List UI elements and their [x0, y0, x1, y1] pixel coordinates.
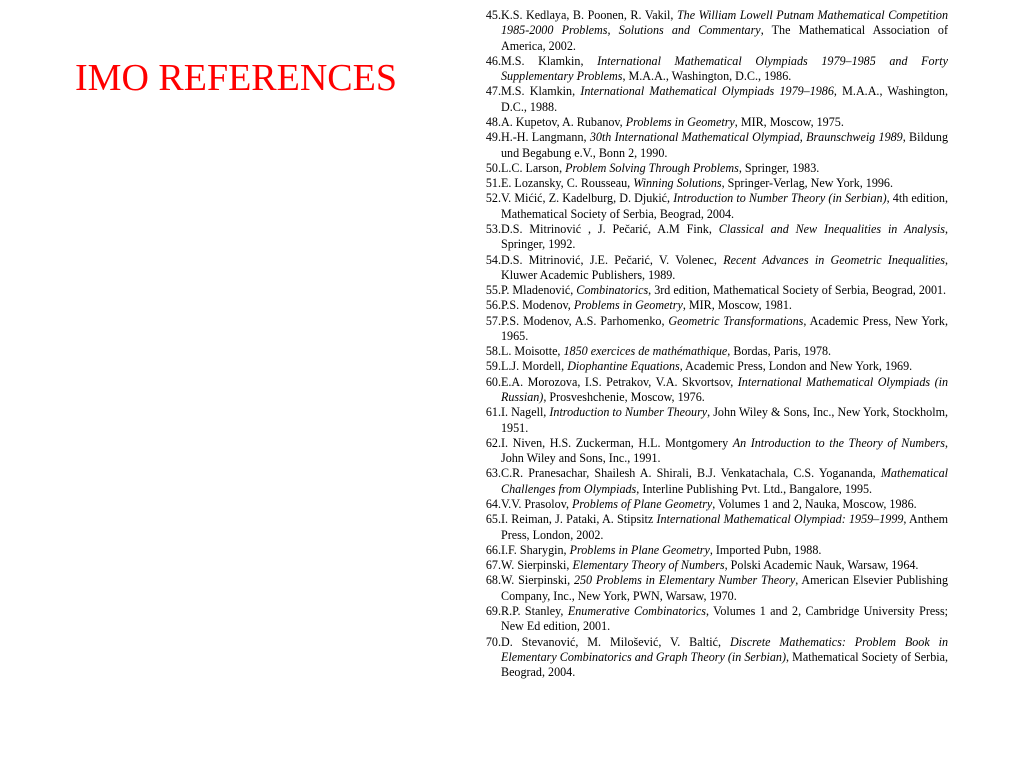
- reference-publisher: , Bildung und Begabung e.V., Bonn 2, 1990.: [501, 130, 948, 160]
- reference-authors: V. Mićić, Z. Kadelburg, D. Djukić,: [501, 191, 674, 206]
- reference-publisher: , 3rd edition, Mathematical Society of Serbia, Beograd, 2001.: [648, 283, 947, 298]
- reference-item: [472, 8, 948, 54]
- reference-authors: I. Niven, H.S. Zuckerman, H.L. Montgomery: [501, 435, 733, 450]
- reference-text: [501, 497, 948, 512]
- reference-publisher: , Academic Press, New York, 1965.: [501, 313, 948, 343]
- reference-authors: P.S. Modenov,: [501, 298, 574, 313]
- reference-work-title: Problems in Plane Geometry: [569, 542, 710, 557]
- reference-work-title: Problem Solving Through Problems: [565, 160, 739, 175]
- reference-number: 46.: [485, 53, 501, 68]
- reference-item: [472, 466, 948, 497]
- reference-item: [472, 344, 948, 359]
- reference-number: 67.: [485, 558, 501, 573]
- reference-publisher: , John Wiley and Sons, Inc., 1991.: [501, 435, 948, 466]
- reference-publisher: , MIR, Moscow, 1981.: [682, 298, 792, 313]
- reference-number: 60.: [485, 374, 501, 389]
- reference-publisher: , M.A.A., Washington, D.C., 1988.: [501, 84, 949, 114]
- reference-number: 45.: [485, 8, 501, 22]
- reference-item: [472, 283, 948, 298]
- reference-item: [472, 222, 948, 253]
- reference-text: [501, 161, 948, 176]
- reference-number: 58.: [485, 344, 501, 359]
- reference-authors: I. Reiman, J. Pataki, A. Stipsitz: [501, 512, 657, 527]
- reference-number: 64.: [485, 497, 501, 511]
- reference-publisher: , Volumes 1 and 2, Cambridge University Press; New Ed edition, 2001.: [501, 603, 949, 634]
- reference-text: [501, 314, 948, 345]
- reference-number: 57.: [485, 313, 501, 328]
- reference-publisher: , Bordas, Paris, 1978.: [727, 344, 832, 359]
- reference-item: [472, 635, 948, 681]
- reference-text: [501, 436, 948, 467]
- reference-text: [501, 543, 948, 558]
- reference-item: [472, 130, 948, 161]
- reference-publisher: , Academic Press, London and New York, 1969.: [679, 359, 913, 374]
- reference-publisher: , Mathematical Society of Serbia, Beograd, 2004.: [501, 649, 948, 680]
- reference-work-title: The William Lowell Putnam Mathematical Competition 1985-2000 Problems, Solutions and Commentary: [501, 8, 948, 38]
- reference-text: [501, 253, 948, 284]
- reference-publisher: , John Wiley & Sons, Inc., New York, Stockholm, 1951.: [501, 405, 949, 435]
- reference-publisher: , Kluwer Academic Publishers, 1989.: [501, 252, 948, 282]
- reference-item: [472, 359, 948, 374]
- reference-work-title: International Mathematical Olympiads (in Russian): [501, 374, 948, 405]
- reference-item: [472, 497, 948, 512]
- reference-text: [501, 573, 948, 604]
- reference-publisher: , Prosveshchenie, Moscow, 1976.: [543, 390, 705, 405]
- reference-work-title: 1850 exercices de mathémathique: [563, 344, 728, 359]
- reference-text: [501, 84, 948, 115]
- reference-authors: R.P. Stanley,: [501, 603, 568, 618]
- reference-authors: I. Nagell,: [501, 405, 550, 420]
- reference-work-title: Geometric Transformations: [668, 313, 804, 328]
- reference-number: 61.: [485, 405, 501, 420]
- reference-publisher: , American Elsevier Publishing Company, Inc., New York, PWN, Warsaw, 1970.: [501, 573, 948, 603]
- reference-item: [472, 176, 948, 191]
- reference-authors: E. Lozansky, C. Rousseau,: [501, 176, 634, 191]
- reference-item: [472, 436, 948, 467]
- reference-authors: L. Moisotte,: [501, 344, 564, 359]
- reference-text: [501, 359, 948, 374]
- reference-authors: D. Stevanović, M. Milošević, V. Baltić,: [501, 634, 730, 649]
- reference-publisher: , MIR, Moscow, 1975.: [734, 114, 844, 129]
- reference-number: 50.: [485, 160, 501, 175]
- reference-text: [501, 191, 948, 222]
- slide-title: IMO REFERENCES: [75, 57, 397, 99]
- reference-number: 69.: [485, 603, 501, 618]
- reference-text: [501, 405, 948, 436]
- reference-item: [472, 558, 948, 573]
- reference-text: [501, 558, 948, 573]
- reference-authors: D.S. Mitrinović, J.E. Pečarić, V. Volenec,: [501, 252, 724, 267]
- reference-work-title: Problems in Geometry: [573, 298, 683, 313]
- reference-number: 56.: [485, 298, 501, 313]
- reference-item: [472, 84, 948, 115]
- reference-number: 52.: [485, 191, 501, 206]
- reference-text: [501, 344, 948, 359]
- reference-item: [472, 573, 948, 604]
- reference-authors: I.F. Sharygin,: [501, 542, 570, 557]
- reference-publisher: , Anthem Press, London, 2002.: [501, 512, 948, 542]
- reference-number: 63.: [485, 466, 501, 481]
- reference-work-title: Discrete Mathematics: Problem Book in Elementary Combinatorics and Graph Theory (in Serbian): [501, 634, 948, 664]
- reference-publisher: , Imported Pubn, 1988.: [709, 542, 822, 557]
- reference-publisher: , Springer-Verlag, New York, 1996.: [721, 176, 893, 191]
- reference-publisher: , The Mathematical Association of America, 2002.: [501, 23, 948, 53]
- reference-work-title: 30th International Mathematical Olympiad, Braunschweig 1989: [589, 130, 903, 145]
- reference-authors: H.-H. Langmann,: [501, 130, 590, 145]
- reference-item: [472, 253, 948, 284]
- reference-number: 65.: [485, 512, 501, 527]
- reference-item: [472, 161, 948, 176]
- reference-number: 51.: [485, 176, 501, 191]
- reference-authors: A. Kupetov, A. Rubanov,: [501, 114, 626, 129]
- reference-number: 59.: [485, 359, 501, 374]
- reference-number: 49.: [485, 130, 501, 145]
- reference-publisher: , Volumes 1 and 2, Nauka, Moscow, 1986.: [712, 497, 917, 511]
- reference-number: 68.: [485, 573, 501, 588]
- reference-publisher: , Interline Publishing Pvt. Ltd., Bangalore, 1995.: [636, 481, 873, 496]
- reference-work-title: Enumerative Combinatorics: [567, 603, 706, 618]
- reference-authors: K.S. Kedlaya, B. Poonen, R. Vakil,: [501, 8, 677, 22]
- reference-number: 62.: [485, 435, 501, 450]
- reference-text: [501, 130, 948, 161]
- reference-text: [501, 8, 948, 54]
- reference-work-title: Combinatorics: [576, 283, 649, 298]
- reference-authors: P.S. Modenov, A.S. Parhomenko,: [501, 313, 669, 328]
- reference-authors: E.A. Morozova, I.S. Petrakov, V.A. Skvortsov,: [501, 374, 738, 389]
- reference-text: [501, 635, 948, 681]
- reference-item: [472, 405, 948, 436]
- reference-text: [501, 512, 948, 543]
- reference-publisher: , M.A.A., Washington, D.C., 1986.: [622, 69, 792, 84]
- reference-work-title: International Mathematical Olympiads 1979–1986: [580, 84, 834, 99]
- reference-authors: M.S. Klamkin,: [501, 53, 598, 68]
- reference-work-title: Introduction to Number Theoury: [549, 405, 708, 420]
- reference-work-title: International Mathematical Olympiad: 1959–1999: [656, 512, 904, 527]
- reference-text: [501, 466, 948, 497]
- reference-authors: W. Sierpinski,: [501, 558, 573, 573]
- reference-number: 53.: [485, 221, 501, 236]
- reference-list: [472, 8, 948, 680]
- reference-work-title: Winning Solutions: [633, 176, 722, 191]
- reference-publisher: , Springer, 1992.: [501, 221, 949, 252]
- reference-number: 55.: [485, 283, 501, 298]
- reference-number: 70.: [485, 634, 501, 649]
- reference-number: 66.: [485, 542, 501, 557]
- reference-number: 48.: [485, 114, 501, 129]
- reference-work-title: Classical and New Inequalities in Analysis: [718, 221, 945, 236]
- reference-text: [501, 604, 948, 635]
- reference-number: 47.: [485, 84, 501, 99]
- reference-text: [501, 54, 948, 85]
- reference-text: [501, 176, 948, 191]
- reference-text: [501, 375, 948, 406]
- reference-work-title: Problems in Geometry: [625, 114, 735, 129]
- reference-authors: L.C. Larson,: [501, 160, 566, 175]
- reference-item: [472, 543, 948, 558]
- reference-publisher: , 4th edition, Mathematical Society of Serbia, Beograd, 2004.: [501, 191, 949, 221]
- reference-text: [501, 298, 948, 313]
- reference-publisher: , Polski Academic Nauk, Warsaw, 1964.: [724, 558, 919, 573]
- reference-authors: L.J. Mordell,: [501, 359, 568, 374]
- reference-item: [472, 375, 948, 406]
- reference-authors: P. Mladenović,: [501, 283, 577, 298]
- reference-authors: W. Sierpinski,: [501, 573, 574, 588]
- reference-item: [472, 191, 948, 222]
- reference-authors: V.V. Prasolov,: [501, 497, 573, 511]
- reference-work-title: An Introduction to the Theory of Numbers: [732, 435, 945, 450]
- reference-work-title: Diophantine Equations: [567, 359, 680, 374]
- reference-work-title: 250 Problems in Elementary Number Theory: [573, 573, 796, 588]
- reference-item: [472, 512, 948, 543]
- reference-work-title: Mathematical Challenges from Olympiads: [501, 466, 948, 496]
- reference-text: [501, 115, 948, 130]
- reference-authors: M.S. Klamkin,: [501, 84, 581, 99]
- reference-item: [472, 54, 948, 85]
- reference-item: [472, 298, 948, 313]
- reference-work-title: International Mathematical Olympiads 1979–1985 and Forty Supplementary Problems: [501, 53, 949, 84]
- reference-publisher: , Springer, 1983.: [738, 160, 820, 175]
- reference-authors: C.R. Pranesachar, Shailesh A. Shirali, B.J. Venkatachala, C.S. Yogananda,: [501, 466, 881, 481]
- reference-work-title: Recent Advances in Geometric Inequalities: [723, 252, 945, 267]
- reference-text: [501, 283, 948, 298]
- reference-item: [472, 604, 948, 635]
- reference-item: [472, 115, 948, 130]
- reference-number: 54.: [485, 252, 501, 267]
- reference-work-title: Elementary Theory of Numbers: [572, 558, 725, 573]
- reference-work-title: Introduction to Number Theory (in Serbian): [673, 191, 887, 206]
- reference-item: [472, 314, 948, 345]
- reference-work-title: Problems of Plane Geometry: [572, 497, 713, 511]
- reference-authors: D.S. Mitrinović , J. Pečarić, A.M Fink,: [501, 221, 719, 236]
- reference-text: [501, 222, 948, 253]
